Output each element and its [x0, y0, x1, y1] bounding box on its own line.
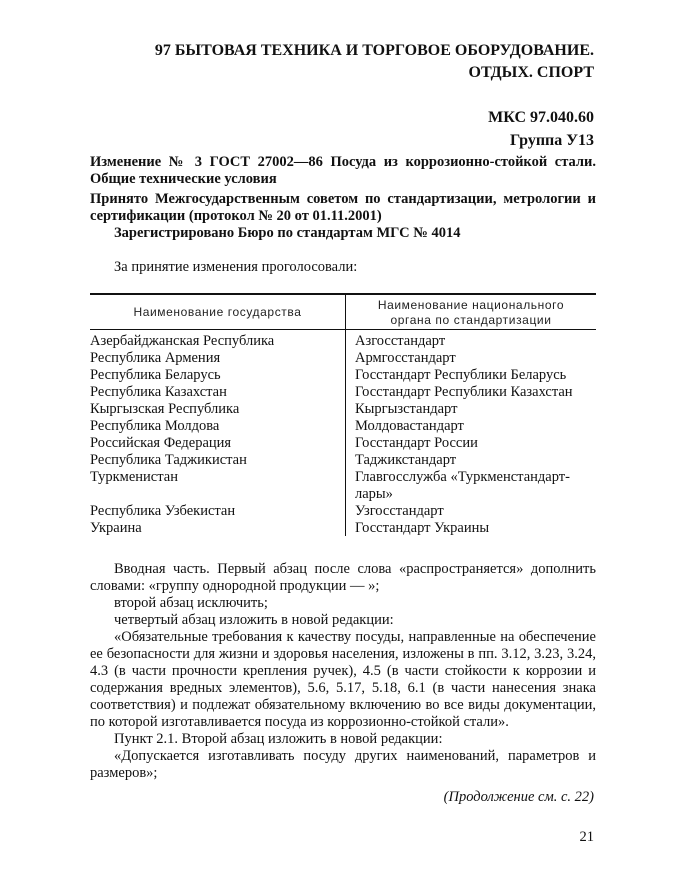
- table-cell-body: Таджикстандарт: [355, 452, 457, 468]
- table-cell-body: Госстандарт Республики Беларусь: [355, 367, 567, 383]
- column-header-body-line-2: органа по стандартизации: [390, 313, 552, 327]
- table-cell-body: Госстандарт России: [355, 435, 478, 451]
- paragraph-delete: второй абзац исключить;: [114, 595, 268, 611]
- paragraph-clause-2-1: Пункт 2.1. Второй абзац изложить в новой редакции:: [114, 731, 443, 747]
- table-cell-state: Кыргызская Республика: [90, 401, 240, 417]
- column-header-state: Наименование государства: [133, 305, 302, 319]
- table-top-rule: [90, 293, 596, 295]
- page-number: 21: [579, 829, 594, 845]
- table-column-states: [90, 333, 274, 537]
- paragraph-fourth: четвертый абзац изложить в новой редакции:: [114, 612, 394, 628]
- column-header-body-line-1: Наименование национального: [377, 298, 565, 312]
- table-cell-state: Украина: [90, 520, 142, 536]
- table-cell-body: Госстандарт Украины: [355, 520, 490, 536]
- table-cell-body: Азгосстандарт: [355, 333, 446, 349]
- table-cell-state: Республика Узбекистан: [90, 503, 236, 519]
- amendment-body: [90, 561, 596, 782]
- table-cell-state: Республика Беларусь: [90, 367, 221, 383]
- table-header-rule: [90, 329, 596, 330]
- table-cell-body: лары»: [355, 486, 393, 502]
- table-cell-state: Азербайджанская Республика: [90, 333, 275, 349]
- table-cell-state: Туркменистан: [90, 469, 178, 485]
- table-cell-state: [90, 486, 274, 503]
- voted-intro: За принятие изменения проголосовали:: [114, 259, 358, 275]
- mks-code: МКС 97.040.60: [488, 109, 594, 126]
- table-column-bodies: [355, 333, 573, 537]
- table-cell-state: Республика Молдова: [90, 418, 220, 434]
- section-heading-line-2: ОТДЫХ. СПОРТ: [468, 64, 594, 81]
- paragraph-intro: Вводная часть. Первый абзац после слова «распространяется» дополнить словами: «группу однородной продукции — »;: [90, 561, 596, 594]
- table-cell-body: Главгосслужба «Туркменстандарт-: [355, 469, 570, 485]
- table-cell-state: Российская Федерация: [90, 435, 232, 451]
- table-cell-body: Молдовастандарт: [355, 418, 464, 434]
- table-cell-state: Республика Казахстан: [90, 384, 227, 400]
- paragraph-requirements: «Обязательные требования к качеству посуды, направленные на обеспечение ее безопасности для жизни и здоровья населения, изложены в пп. 3.12, 3.23, 3.24, 4.3 (в части прочности крепления ручек), 4.5 (в части стойкости к коррозии и содержания вредных элементов), 5.6, 5.17, 5.18, 6.1 (в части нанесения знака соответствия) и подлежат обязательному включению во все виды документации, по которой изготавливается посуда из коррозионно-стойкой стали».: [90, 629, 596, 730]
- table-column-divider: [345, 294, 346, 536]
- continuation-note: (Продолжение см. с. 22): [443, 789, 594, 805]
- registered-statement: Зарегистрировано Бюро по стандартам МГС № 4014: [114, 225, 461, 241]
- table-cell-body: Узгосстандарт: [355, 503, 444, 519]
- table-cell-body: Армгосстандарт: [355, 350, 456, 366]
- section-heading-line-1: 97 БЫТОВАЯ ТЕХНИКА И ТОРГОВОЕ ОБОРУДОВАНИЕ.: [154, 42, 594, 59]
- amendment-title: Изменение № 3 ГОСТ 27002—86 Посуда из коррозионно-стойкой стали. Общие технические условия: [90, 154, 596, 187]
- table-cell-body: Кыргызстандарт: [355, 401, 458, 417]
- table-cell-body: Госстандарт Республики Казахстан: [355, 384, 573, 400]
- table-cell-state: Республика Армения: [90, 350, 221, 366]
- adopted-statement: Принято Межгосударственным советом по стандартизации, метрологии и сертификации (протокол № 20 от 01.11.2001): [90, 191, 596, 224]
- table-cell-state: Республика Таджикистан: [90, 452, 247, 468]
- paragraph-allowed: «Допускается изготавливать посуду других наименований, параметров и размеров»;: [90, 748, 596, 781]
- group-code: Группа У13: [509, 132, 594, 149]
